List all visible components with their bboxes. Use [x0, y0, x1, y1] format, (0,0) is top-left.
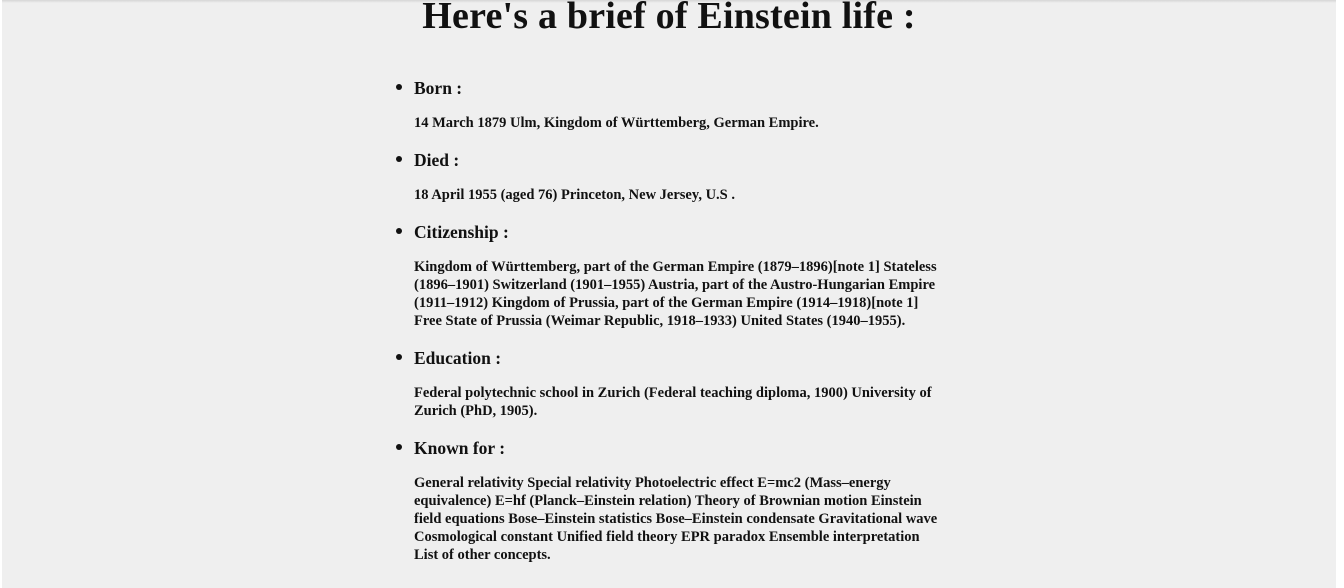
item-value: General relativity Special relativity Photoelectric effect E=mc2 (Mass–energy equivalence) E=hf (Planck–Einstein relation) Theory of Brownian motion Einstein field equations Bose–Einstein statistics Bose–Einstein condensate Gravitational wave Cosmological constant Unified field theory EPR paradox Ensemble interpretation List of other concepts.: [414, 475, 938, 563]
item-value: Federal polytechnic school in Zurich (Federal teaching diploma, 1900) University of Zurich (PhD, 1905).: [414, 385, 932, 419]
item-heading: Born :: [414, 78, 463, 98]
bullet-icon: [396, 84, 402, 90]
item-heading: Education :: [414, 348, 502, 368]
page-title: Here's a brief of Einstein life :: [422, 0, 916, 37]
list-item-education: [414, 340, 944, 420]
item-value: Kingdom of Württemberg, part of the German Empire (1879–1896)[note 1] Stateless (1896–1901) Switzerland (1901–1955) Austria, part of the Austro-Hungarian Empire (1911–1912) Kingdom of Prussia, part of the German Empire (1914–1918)[note 1] Free State of Prussia (Weimar Republic, 1918–1933) United States (1940–1955).: [414, 259, 937, 329]
bullet-icon: [396, 156, 402, 162]
list-item-citizenship: [414, 214, 944, 330]
item-heading: Citizenship :: [414, 222, 509, 242]
bullet-icon: [396, 228, 402, 234]
item-heading: Known for :: [414, 438, 506, 458]
biography-list: [414, 70, 944, 574]
list-item-born: [414, 70, 944, 132]
item-value: 14 March 1879 Ulm, Kingdom of Württemberg, German Empire.: [414, 115, 819, 131]
bullet-icon: [396, 444, 402, 450]
page: [2, 0, 1336, 588]
bullet-icon: [396, 354, 402, 360]
item-heading: Died :: [414, 150, 460, 170]
item-value: 18 April 1955 (aged 76) Princeton, New Jersey, U.S .: [414, 187, 735, 203]
list-item-known-for: [414, 430, 944, 564]
list-item-died: [414, 142, 944, 204]
